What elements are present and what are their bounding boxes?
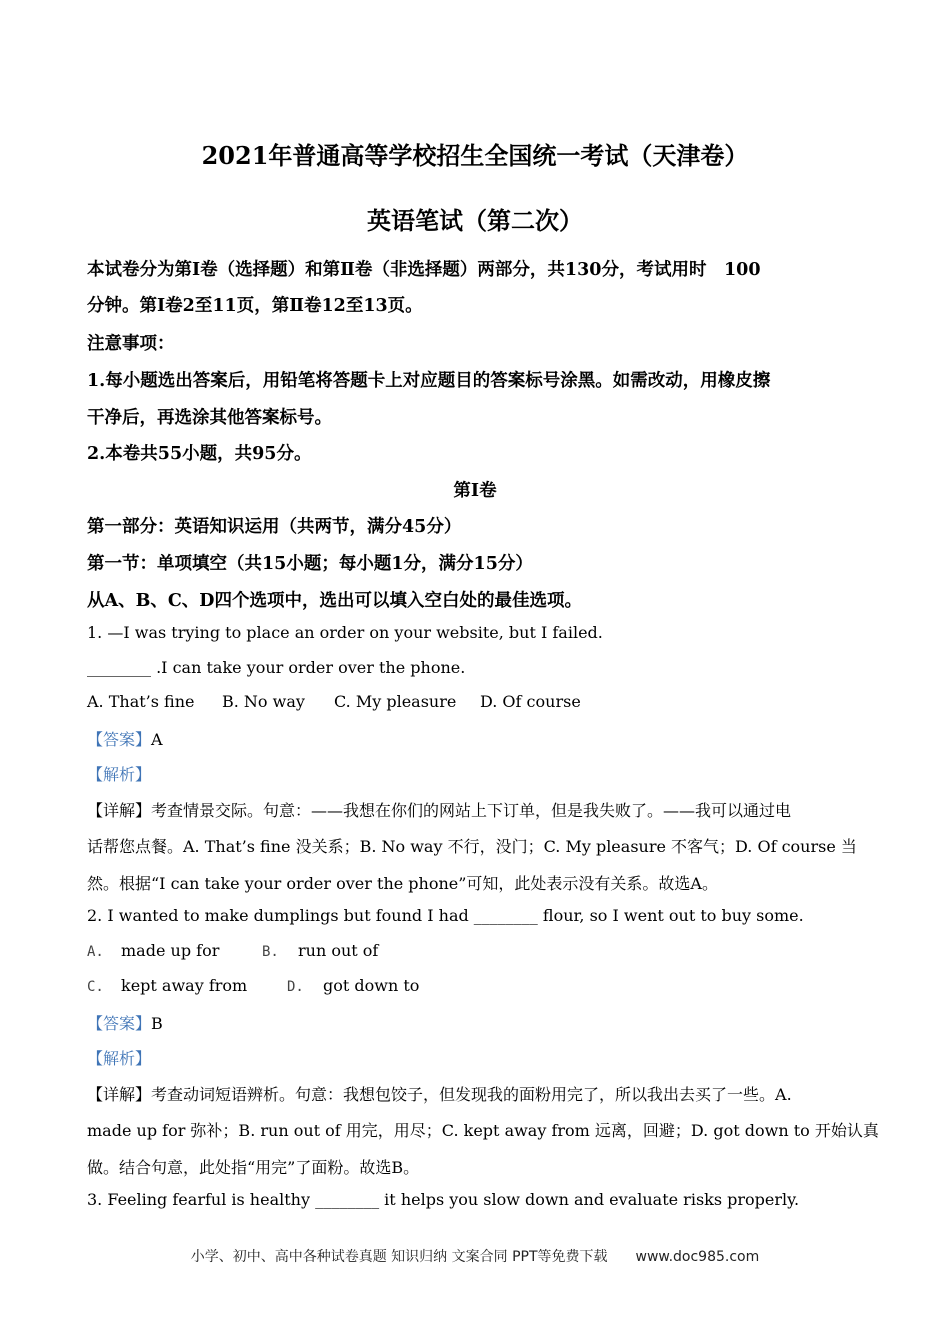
exam-title: 2021年普通高等学校招生全国统一考试（天津卷） [201,141,749,170]
q2-detail-text-1: 考查动词短语辨析。句意：我想包饺子，但发现我的面粉用完了，所以我出去买了一些。A. [151,1085,792,1104]
q1-option-a: A. That’s fine [87,692,195,711]
part-heading: 第一部分：英语知识运用（共两节，满分45分） [87,517,462,537]
q2-option-b: run out of [298,941,379,960]
q1-detail-line-3: 然。根据“I can take your order over the phone”可知，此处表示没有关系。故选A。 [87,874,718,893]
q1-option-b: B. No way [222,692,305,711]
q2-option-c-letter: C. [87,979,104,995]
q1-answer-value: A [151,730,163,749]
intro-line-2: 分钟。第Ⅰ卷2至11页，第Ⅱ卷12至13页。 [87,296,423,316]
q1-detail-line-1 [87,798,791,821]
q2-option-c: kept away from [121,976,248,995]
intro-line-1: 本试卷分为第Ⅰ卷（选择题）和第Ⅱ卷（非选择题）两部分，共130分，考试用时 100 [87,260,761,280]
q1-detail-text-1: 考查情景交际。句意：——我想在你们的网站上下订单，但是我失败了。——我可以通过电 [151,801,792,820]
page-footer: 小学、初中、高中各种试卷真题 知识归纳 文案合同 PPT等免费下载 www.doc985.com [190,1249,760,1265]
answer-tag: 【答案】 [87,730,152,749]
q2-option-a-letter: A. [87,944,104,960]
q2-option-a: made up for [121,941,220,960]
q1-detail-line-2: 话帮您点餐。A. That’s fine 没关系；B. No way 不行，没门；C. My pleasure 不客气；D. Of course 当 [87,837,857,856]
q2-answer-value: B [151,1014,163,1033]
q3-stem: 3. Feeling fearful is healthy ________ it helps you slow down and evaluate risks properly. [87,1190,800,1209]
exam-subtitle: 英语笔试（第二次） [367,206,583,235]
q1-stem-line-2: ________ .I can take your order over the phone. [87,658,466,677]
q2-answer [87,1011,163,1034]
q1-option-d: D. Of course [480,692,581,711]
q2-detail-line-3: 做。结合句意，此处指“用完”了面粉。故选B。 [87,1158,420,1177]
instruction: 从A、B、C、D四个选项中，选出可以填入空白处的最佳选项。 [87,591,582,611]
section-heading: 第一节：单项填空（共15小题；每小题1分，满分15分） [87,554,533,574]
detail-tag: 【详解】 [87,801,152,820]
q2-analysis-tag: 【解析】 [87,1049,152,1068]
q2-option-b-letter: B. [262,944,279,960]
q2-options-row-2 [87,976,419,995]
note-1-line-2: 干净后，再选涂其他答案标号。 [87,408,332,428]
q1-options [87,692,581,711]
answer-tag: 【答案】 [87,1014,152,1033]
note-1-line-1: 1.每小题选出答案后，用铅笔将答题卡上对应题目的答案标号涂黑。如需改动，用橡皮擦 [87,371,771,391]
q1-stem-line-1: 1. —I was trying to place an order on your website, but I failed. [87,623,603,642]
q2-detail-line-1 [87,1082,792,1105]
detail-tag: 【详解】 [87,1085,152,1104]
q1-analysis-tag: 【解析】 [87,765,152,784]
q1-option-c: C. My pleasure [334,692,457,711]
notes-heading: 注意事项： [87,334,175,354]
q2-option-d: got down to [323,976,420,995]
q2-stem: 2. I wanted to make dumplings but found I had ________ flour, so I went out to buy some. [87,906,804,925]
q2-options-row-1 [87,941,378,960]
q1-answer [87,727,163,750]
q2-option-d-letter: D. [287,979,304,995]
note-2: 2.本卷共55小题，共95分。 [87,444,312,464]
volume-heading: 第Ⅰ卷 [453,481,497,501]
q2-detail-line-2: made up for 弥补；B. run out of 用完，用尽；C. kept away from 远离，回避；D. got down to 开始认真 [87,1121,879,1140]
